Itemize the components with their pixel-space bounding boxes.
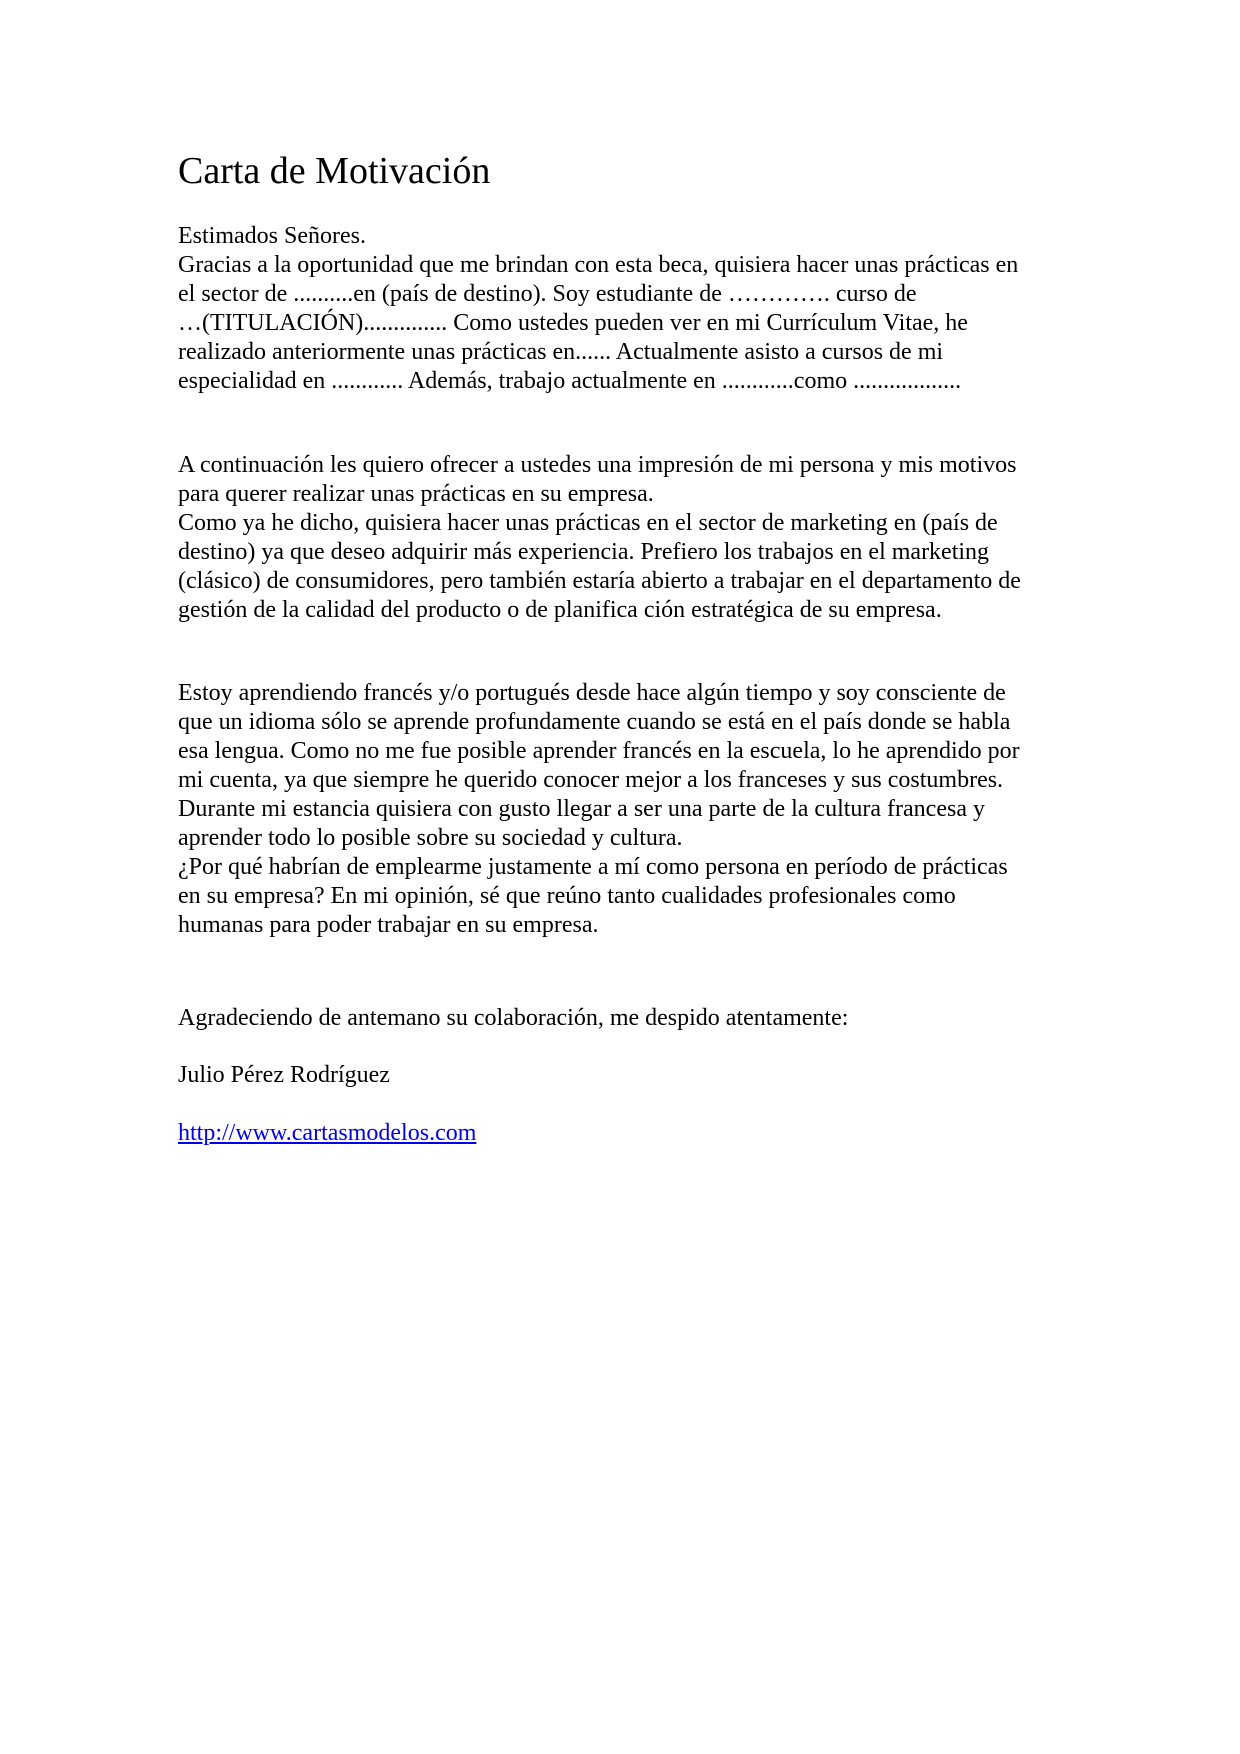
paragraph-languages bbox=[178, 679, 1020, 940]
closing-line: Agradeciendo de antemano su colaboración, me despido atentamente: bbox=[178, 1005, 849, 1031]
paragraph-line: especialidad en ............ Además, trabajo actualmente en ............como .................. bbox=[178, 368, 962, 394]
paragraph-line: Gracias a la oportunidad que me brindan con esta beca, quisiera hacer unas prácticas en bbox=[178, 252, 1019, 278]
paragraph-line: que un idioma sólo se aprende profundamente cuando se está en el país donde se habla bbox=[178, 709, 1011, 735]
paragraph-intro bbox=[178, 251, 1018, 396]
paragraph-line: para querer realizar unas prácticas en su empresa. bbox=[178, 481, 654, 507]
paragraph-line: Durante mi estancia quisiera con gusto llegar a ser una parte de la cultura francesa y bbox=[178, 796, 985, 822]
paragraph-line: gestión de la calidad del producto o de planifica ción estratégica de su empresa. bbox=[178, 597, 942, 623]
paragraph-line: en su empresa? En mi opinión, sé que reúno tanto cualidades profesionales como bbox=[178, 883, 956, 909]
paragraph-line: mi cuenta, ya que siempre he querido conocer mejor a los franceses y sus costumbres. bbox=[178, 767, 1004, 793]
paragraph-line: humanas para poder trabajar en su empresa. bbox=[178, 912, 599, 938]
paragraph-line: Estoy aprendiendo francés y/o portugués desde hace algún tiempo y soy consciente de bbox=[178, 680, 1006, 706]
website-link[interactable]: http://www.cartasmodelos.com bbox=[178, 1120, 477, 1146]
salutation: Estimados Señores. bbox=[178, 223, 366, 249]
paragraph-line: Como ya he dicho, quisiera hacer unas prácticas en el sector de marketing en (país de bbox=[178, 510, 998, 536]
letter-title: Carta de Motivación bbox=[178, 150, 491, 192]
paragraph-line: A continuación les quiero ofrecer a ustedes una impresión de mi persona y mis motivos bbox=[178, 452, 1017, 478]
paragraph-line: el sector de ..........en (país de destino). Soy estudiante de …………. curso de bbox=[178, 281, 917, 307]
paragraph-line: ¿Por qué habrían de emplearme justamente a mí como persona en período de prácticas bbox=[178, 854, 1008, 880]
paragraph-line: esa lengua. Como no me fue posible aprender francés en la escuela, lo he aprendido por bbox=[178, 738, 1020, 764]
paragraph-line: realizado anteriormente unas prácticas en...... Actualmente asisto a cursos de mi bbox=[178, 339, 944, 365]
website-paragraph bbox=[178, 1119, 476, 1148]
paragraph-motives bbox=[178, 451, 1021, 625]
paragraph-line: …(TITULACIÓN).............. Como ustedes pueden ver en mi Currículum Vitae, he bbox=[178, 310, 968, 336]
paragraph-line: (clásico) de consumidores, pero también estaría abierto a trabajar en el departamento de bbox=[178, 568, 1021, 594]
paragraph-line: destino) ya que deseo adquirir más experiencia. Prefiero los trabajos en el marketing bbox=[178, 539, 990, 565]
paragraph-line: aprender todo lo posible sobre su sociedad y cultura. bbox=[178, 825, 683, 851]
signature-name: Julio Pérez Rodríguez bbox=[178, 1062, 390, 1088]
